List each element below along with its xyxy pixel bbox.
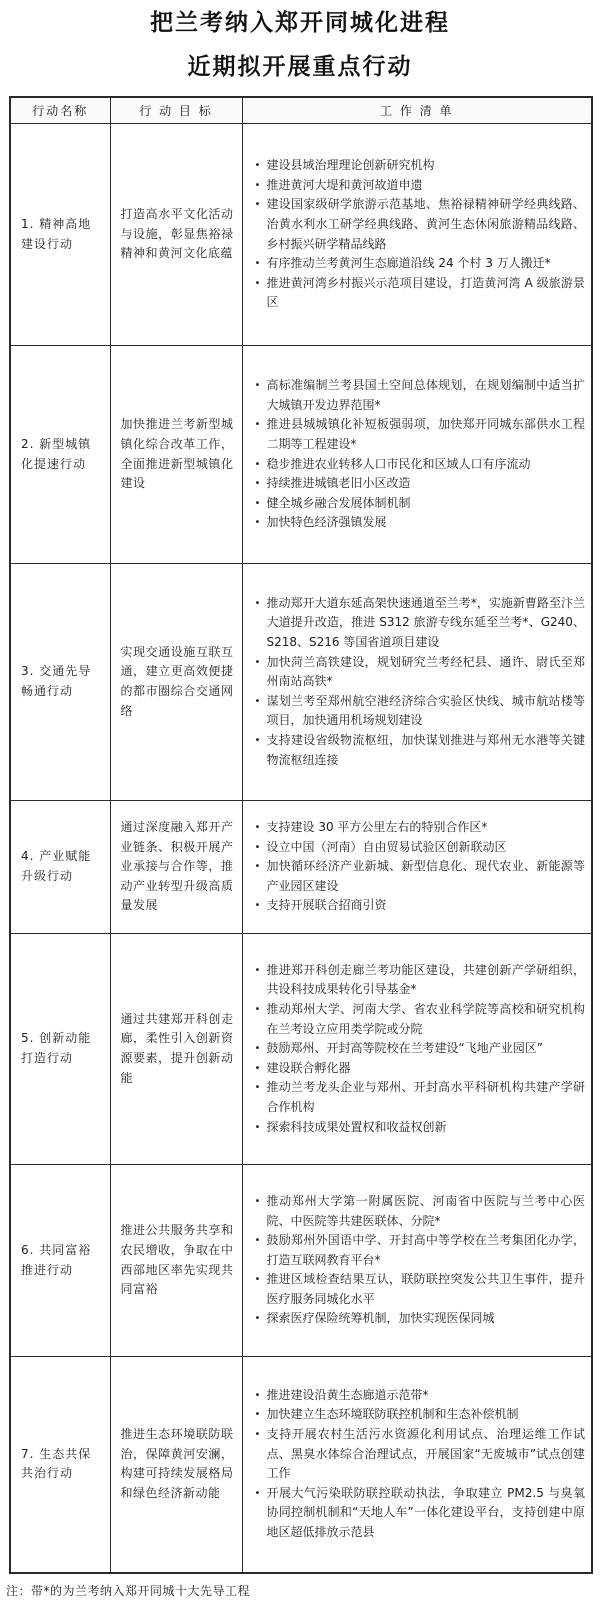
work-list [255,1386,586,1543]
action-name: 3. 交通先导畅通行动 [10,564,110,801]
work-item: • 健全城乡融合发展体制机制 [255,494,586,514]
action-goal: 通过深度融入郑开产业链条、积极开展产业承接与合作等，推动产业转型升级高质量发展 [110,801,242,934]
table-header-row [10,97,592,124]
action-name: 7. 生态共保共治行动 [10,1357,110,1573]
header-action-goal: 行 动 目 标 [110,97,242,124]
work-item: • 支持建设省级物流枢纽，加快谋划推进与郑州无水港等关键物流枢纽连接 [255,731,586,770]
work-list [255,376,586,533]
work-list [255,1192,586,1329]
action-goal: 加快推进兰考新型城镇化综合改革工作，全面推进新型城镇化建设 [110,346,242,564]
work-item: • 推进黄河湾乡村振兴示范项目建设，打造黄河湾 A 级旅游景区 [255,274,586,313]
work-item: • 推进建设沿黄生态廊道示范带* [255,1386,586,1406]
work-item: • 高标准编制兰考县国土空间总体规划，在规划编制中适当扩大城镇开发边界范围* [255,376,586,415]
action-name: 6. 共同富裕推进行动 [10,1165,110,1357]
work-item: • 建设国家级研学旅游示范基地、焦裕禄精神研学经典线路、治黄水利水工研学经典线路、黄河生态休闲旅游精品线路、乡村振兴研学精品线路 [255,195,586,254]
footnote: 注：带*的为兰考纳入郑开同城十大先导工程 [6,1584,251,1598]
work-list [255,961,586,1137]
work-list-cell [242,564,592,801]
action-goal: 通过共建郑开科创走廊，柔性引入创新资源要素，提升创新动能 [110,934,242,1165]
work-item: • 鼓励郑州、开封高等院校在兰考建设“飞地产业园区” [255,1039,586,1059]
action-table [9,96,593,1574]
work-list-cell [242,934,592,1165]
action-name: 2. 新型城镇化提速行动 [10,346,110,564]
work-list [255,818,586,916]
work-item: • 开展大气污染联防联控联动执法，争取建立 PM2.5 与臭氧协同控制机制和“天地人车”一体化建设平台，支持创建中原地区超低排放示范县 [255,1484,586,1543]
work-item: • 加快特色经济强镇发展 [255,513,586,533]
action-goal: 实现交通设施互联互通，建立更高效便捷的都市圈综合交通网络 [110,564,242,801]
work-item: • 建设县域治理理论创新研究机构 [255,156,586,176]
table-row [10,1357,592,1573]
action-goal: 打造高水平文化活动与设施，彰显焦裕禄精神和黄河文化底蕴 [110,124,242,346]
page-title: 把兰考纳入郑开同城化进程 [150,9,450,36]
work-item: • 推进区域检查结果互认，联防联控突发公共卫生事件，提升医疗服务同城化水平 [255,1270,586,1309]
work-item: • 设立中国（河南）自由贸易试验区创新联动区 [255,838,586,858]
work-item: • 推动郑开大道东延高架快速通道至兰考*，实施新曹路至汴兰大道提升改造，推进 S312 旅游专线东延至兰考*、G240、S218、S216 等国省道项目建设 [255,594,586,653]
work-item: • 推进郑开科创走廊兰考功能区建设，共建创新产学研组织，共设科技成果转化引导基金* [255,961,586,1000]
work-item: • 加快菏兰高铁建设，规划研究兰考经杞县、通许、尉氏至郑州南站高铁* [255,653,586,692]
action-name: 4. 产业赋能升级行动 [10,801,110,934]
action-name: 5. 创新动能打造行动 [10,934,110,1165]
header-work-list: 工 作 清 单 [242,97,592,124]
work-item: • 有序推动兰考黄河生态廊道沿线 24 个村 3 万人搬迁* [255,254,586,274]
work-item: • 推动兰考龙头企业与郑州、开封高水平科研机构共建产学研合作机构 [255,1078,586,1117]
work-list-cell [242,1357,592,1573]
work-item: • 加快建立生态环境联防联控机制和生态补偿机制 [255,1405,586,1425]
action-goal: 推进生态环境联防联治，保障黄河安澜，构建可持续发展格局和绿色经济新动能 [110,1357,242,1573]
work-item: • 鼓励郑州外国语中学、开封高中等学校在兰考集团化办学，打造互联网教育平台* [255,1231,586,1270]
work-list-cell [242,1165,592,1357]
table-row [10,934,592,1165]
work-item: • 探索科技成果处置权和收益权创新 [255,1118,586,1138]
work-list-cell [242,124,592,346]
work-item: • 推进黄河大堤和黄河故道申遗 [255,176,586,196]
work-item: • 推进县城城镇化补短板强弱项，加快郑开同城东部供水工程二期等工程建设* [255,415,586,454]
table-row [10,564,592,801]
header-action-name: 行动名称 [10,97,110,124]
work-item: • 稳步推进农业转移人口市民化和区域人口有序流动 [255,455,586,475]
action-goal: 推进公共服务共享和农民增收，争取在中西部地区率先实现共同富裕 [110,1165,242,1357]
work-list-cell [242,801,592,934]
table-row [10,1165,592,1357]
work-item: • 谋划兰考至郑州航空港经济综合实验区快线、城市航站楼等项目，加快通用机场规划建设 [255,692,586,731]
action-name: 1. 精神高地建设行动 [10,124,110,346]
work-list [255,594,586,770]
work-item: • 加快循环经济产业新城、新型信息化、现代农业、新能源等产业园区建设 [255,857,586,896]
table-row [10,346,592,564]
work-list [255,156,586,313]
work-item: • 探索医疗保险统筹机制，加快实现医保同城 [255,1309,586,1329]
work-item: • 推动郑州大学、河南大学、省农业科学院等高校和研究机构在兰考设立应用类学院或分院 [255,1000,586,1039]
work-item: • 支持建设 30 平方公里左右的特别合作区* [255,818,586,838]
work-list-cell [242,346,592,564]
page-subtitle: 近期拟开展重点行动 [187,53,413,80]
work-item: • 持续推进城镇老旧小区改造 [255,474,586,494]
work-item: • 支持开展农村生活污水资源化利用试点、治理运维工作试点、黑臭水体综合治理试点，开展国家“无废城市”试点创建工作 [255,1425,586,1484]
table-row [10,124,592,346]
work-item: • 推动郑州大学第一附属医院、河南省中医院与兰考中心医院、中医院等共建医联体、分院* [255,1192,586,1231]
work-item: • 支持开展联合招商引资 [255,896,586,916]
work-item: • 建设联合孵化器 [255,1059,586,1079]
table-row [10,801,592,934]
